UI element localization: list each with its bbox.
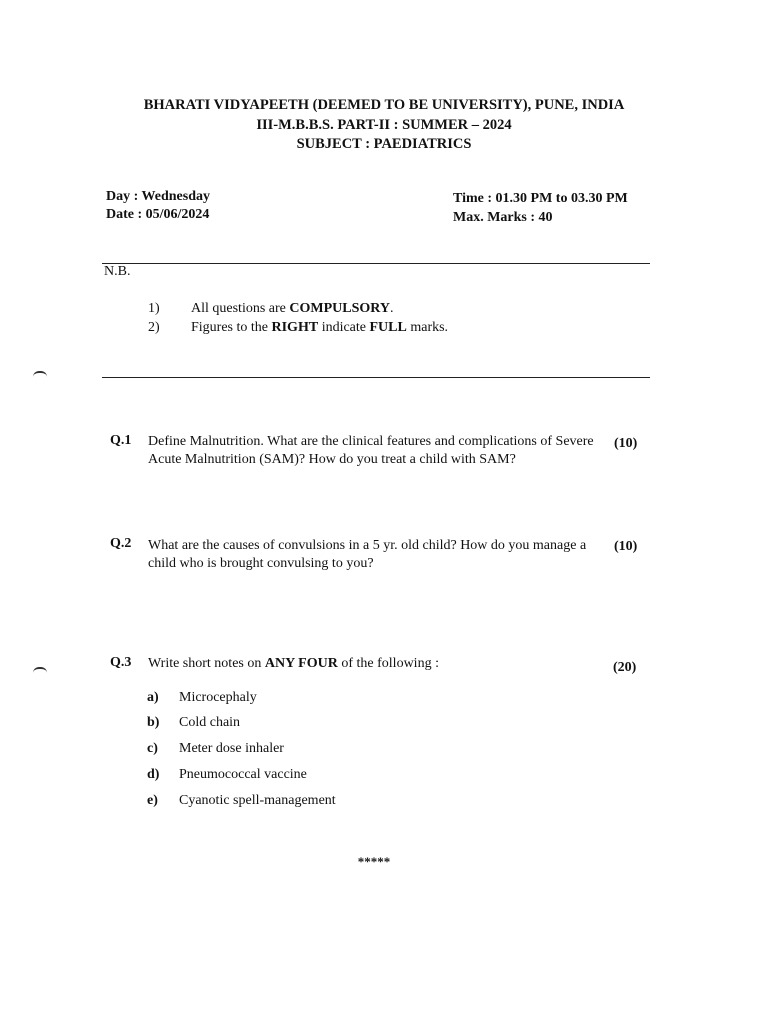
divider-bottom bbox=[102, 377, 650, 378]
question-emphasis: ANY FOUR bbox=[264, 656, 338, 671]
exam-title: III-M.B.B.S. PART-II : SUMMER – 2024 bbox=[256, 117, 512, 133]
question-marks: (10) bbox=[614, 436, 638, 451]
instruction-number: 2) bbox=[148, 320, 160, 335]
exam-date: Date : 05/06/2024 bbox=[106, 207, 210, 222]
instruction-emphasis: FULL bbox=[369, 320, 407, 335]
instruction-text: marks. bbox=[406, 320, 449, 335]
option-letter: c) bbox=[147, 741, 158, 756]
nb-label: N.B. bbox=[104, 264, 131, 279]
question-number: Q.1 bbox=[110, 433, 132, 448]
instruction-text: All questions are bbox=[191, 301, 290, 316]
instruction-emphasis: COMPULSORY bbox=[289, 301, 390, 316]
instruction-number: 1) bbox=[148, 301, 160, 316]
option-letter: b) bbox=[147, 715, 160, 730]
option-text: Pneumococcal vaccine bbox=[179, 767, 307, 782]
option-text: Microcephaly bbox=[179, 690, 257, 705]
option-letter: e) bbox=[147, 793, 158, 808]
divider-top bbox=[102, 263, 650, 264]
question-text: of the following : bbox=[337, 656, 439, 671]
exam-time: Time : 01.30 PM to 03.30 PM bbox=[453, 191, 628, 206]
scan-hole-mark bbox=[33, 667, 47, 673]
question-marks: (20) bbox=[613, 660, 637, 675]
exam-day: Day : Wednesday bbox=[106, 189, 210, 204]
instruction-1 bbox=[191, 301, 394, 317]
instruction-2 bbox=[191, 320, 448, 336]
instruction-emphasis: RIGHT bbox=[271, 320, 319, 335]
university-title: BHARATI VIDYAPEETH (DEEMED TO BE UNIVERSITY), PUNE, INDIA bbox=[143, 97, 625, 113]
question-3-text bbox=[148, 655, 588, 673]
question-number: Q.2 bbox=[110, 536, 132, 551]
instruction-text: Figures to the bbox=[191, 320, 272, 335]
subject-title: SUBJECT : PAEDIATRICS bbox=[296, 136, 472, 152]
option-letter: a) bbox=[147, 690, 159, 705]
option-letter: d) bbox=[147, 767, 160, 782]
scan-hole-mark bbox=[33, 371, 47, 377]
question-1-text: Define Malnutrition. What are the clinical features and complications of Severe Acute Malnutrition (SAM)? How do you treat a child with SAM? bbox=[148, 434, 594, 467]
end-of-paper-mark: ***** bbox=[357, 854, 391, 869]
option-text: Cyanotic spell-management bbox=[179, 793, 336, 808]
question-2-text: What are the causes of convulsions in a 5 yr. old child? How do you manage a child who is brought convulsing to you? bbox=[148, 538, 587, 571]
question-text: Write short notes on bbox=[148, 656, 265, 671]
option-text: Meter dose inhaler bbox=[179, 741, 284, 756]
max-marks: Max. Marks : 40 bbox=[453, 210, 553, 225]
question-number: Q.3 bbox=[110, 655, 132, 670]
option-text: Cold chain bbox=[179, 715, 241, 730]
question-marks: (10) bbox=[614, 539, 638, 554]
instruction-text: . bbox=[390, 301, 394, 316]
instruction-text: indicate bbox=[318, 320, 370, 335]
